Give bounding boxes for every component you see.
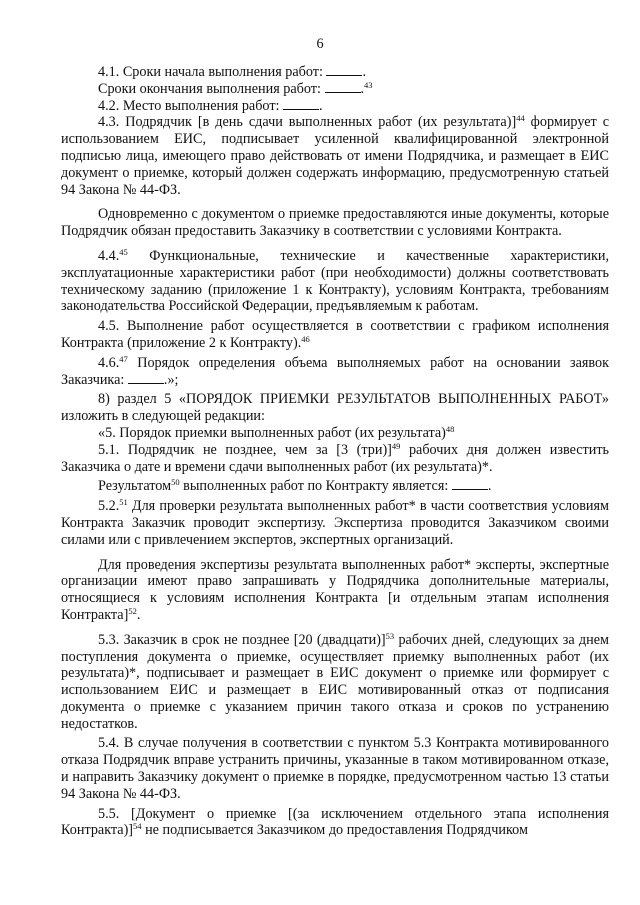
footnote-ref: 53 <box>385 630 395 641</box>
page-number: 6 <box>316 36 324 52</box>
footnote-ref: 47 <box>119 353 128 364</box>
footnote-ref: 44 <box>516 113 525 124</box>
footnote-ref: 48 <box>445 423 455 434</box>
text: Сроки окончания выполнения работ: <box>98 80 325 97</box>
footnote-ref: 46 <box>301 333 310 344</box>
paragraph-4-1 <box>61 64 609 81</box>
text: 4.2. Место выполнения работ: <box>98 97 284 114</box>
document-body <box>61 64 609 839</box>
paragraph-5-2 <box>61 498 609 548</box>
text: Результатом <box>98 478 172 495</box>
text: 5.3. Заказчик в срок не позднее [20 (двадцати)] <box>98 631 386 648</box>
footnote-ref: 45 <box>119 246 128 257</box>
blank-field <box>326 64 362 76</box>
text: 4.1. Сроки начала выполнения работ: <box>98 64 327 80</box>
paragraph-5-title <box>61 425 609 442</box>
text: «5. Порядок приемки выполненных работ (их результата) <box>98 424 446 441</box>
paragraph-section-5-heading: 8) раздел 5 «ПОРЯДОК ПРИЕМКИ РЕЗУЛЬТАТОВ ВЫПОЛНЕННЫХ РАБОТ» изложить в следующей редакции: <box>61 391 609 425</box>
text: не подписывается Заказчиком до предоставления Подрядчиком <box>141 822 528 839</box>
text: . <box>136 606 141 623</box>
paragraph-4-5 <box>61 318 609 352</box>
footnote-ref: 50 <box>171 477 180 488</box>
paragraph-5-3 <box>61 632 609 733</box>
footnote-ref: 43 <box>364 79 373 90</box>
paragraph-5-5 <box>61 806 609 840</box>
footnote-ref: 51 <box>119 497 128 508</box>
text: Для проверки результата выполненных работ* в части соответствия условиям Контракта Заказчик проводит экспертизу. Экспертиза проводится Заказчиком своими силами или с привлечением экспертов, экспертных организаций. <box>61 498 609 548</box>
text: . <box>362 64 367 80</box>
paragraph-expertise <box>61 557 609 624</box>
text: формирует с использованием ЕИС, подписывает усиленной квалифицированной электронной подписью лица, имеющего право действовать от имени Подрядчика, и размещает в ЕИС документ о приемке, который должен содержать информацию, предусмотренную статьей 94 Закона № 44-ФЗ. <box>61 114 610 198</box>
text: 5.5. [Документ о приемке [(за исключением отдельного этапа исполнения Контракта)] <box>61 805 609 839</box>
blank-field <box>128 372 164 384</box>
paragraph-5-4: 5.4. В случае получения в соответствии с пунктом 5.3 Контракта мотивированного отказа Подрядчик вправе устранить причины, указанные в таком мотивированном отказе, и направить Заказчику документ о приемке в порядке, предусмотренном частью 13 статьи 94 Закона № 44-ФЗ. <box>61 735 609 802</box>
paragraph-4-2 <box>61 98 609 115</box>
blank-field <box>325 81 361 93</box>
blank-field <box>283 98 319 110</box>
text: 4.5. Выполнение работ осуществляется в соответствии с графиком исполнения Контракта (приложение 2 к Контракту). <box>61 318 609 351</box>
paragraph-5-1 <box>61 442 609 476</box>
text: . <box>360 80 365 97</box>
footnote-ref: 54 <box>133 821 142 832</box>
paragraph-4-4 <box>61 248 609 315</box>
text: .»; <box>163 371 179 388</box>
text: Функциональные, технические и качественные характеристики, эксплуатационные характеристики работ (при необходимости) должны соответствовать техническому заданию (приложение 1 к Контракту), условиям Контракта, требованиям законодательства Российской Федерации, предъявляемым к работам. <box>61 247 609 315</box>
footnote-ref: 52 <box>128 605 137 616</box>
text: 5.2. <box>98 498 120 515</box>
text: Порядок определения объема выполняемых работ на основании заявок Заказчика: <box>61 354 609 388</box>
text: 4.3. Подрядчик [в день сдачи выполненных работ (их результата)] <box>98 114 517 131</box>
text: рабочих дней, следующих за днем поступления документа о приемке, осуществляет приемку выполненных работ (их результата)*, подписывает и размещает в ЕИС документ о приемке или формирует с использованием ЕИС и размещает в ЕИС мотивированный отказ от подписания документа о приемке с указанием причин такого отказа и сроков по устранению недостатков. <box>61 631 610 732</box>
text: 4.6. <box>98 354 120 371</box>
text: выполненных работ по Контракту является: <box>179 478 452 495</box>
text: 5.1. Подрядчик не позднее, чем за [3 (три)] <box>98 441 392 458</box>
text: 4.4. <box>98 247 120 264</box>
paragraph-documents: Одновременно с документом о приемке предоставляются иные документы, которые Подрядчик обязан предоставить Заказчику в соответствии с условиями Контракта. <box>61 206 609 240</box>
paragraph-4-3 <box>61 114 609 198</box>
text: . <box>487 478 492 495</box>
paragraph-4-1-end <box>61 81 609 98</box>
text: рабочих дня должен известить Заказчика о дате и времени сдачи выполненных работ (их результата)*. <box>61 441 609 475</box>
footnote-ref: 49 <box>391 440 401 451</box>
paragraph-result <box>61 478 609 495</box>
text: Для проведения экспертизы результата выполненных работ* эксперты, экспертные организации имеют право запрашивать у Подрядчика дополнительные материалы, относящиеся к условиям исполнения Контракта [и отдельным этапам исполнения Контракта] <box>61 556 609 623</box>
blank-field <box>452 478 488 490</box>
paragraph-4-6 <box>61 355 609 389</box>
text: . <box>319 97 323 114</box>
